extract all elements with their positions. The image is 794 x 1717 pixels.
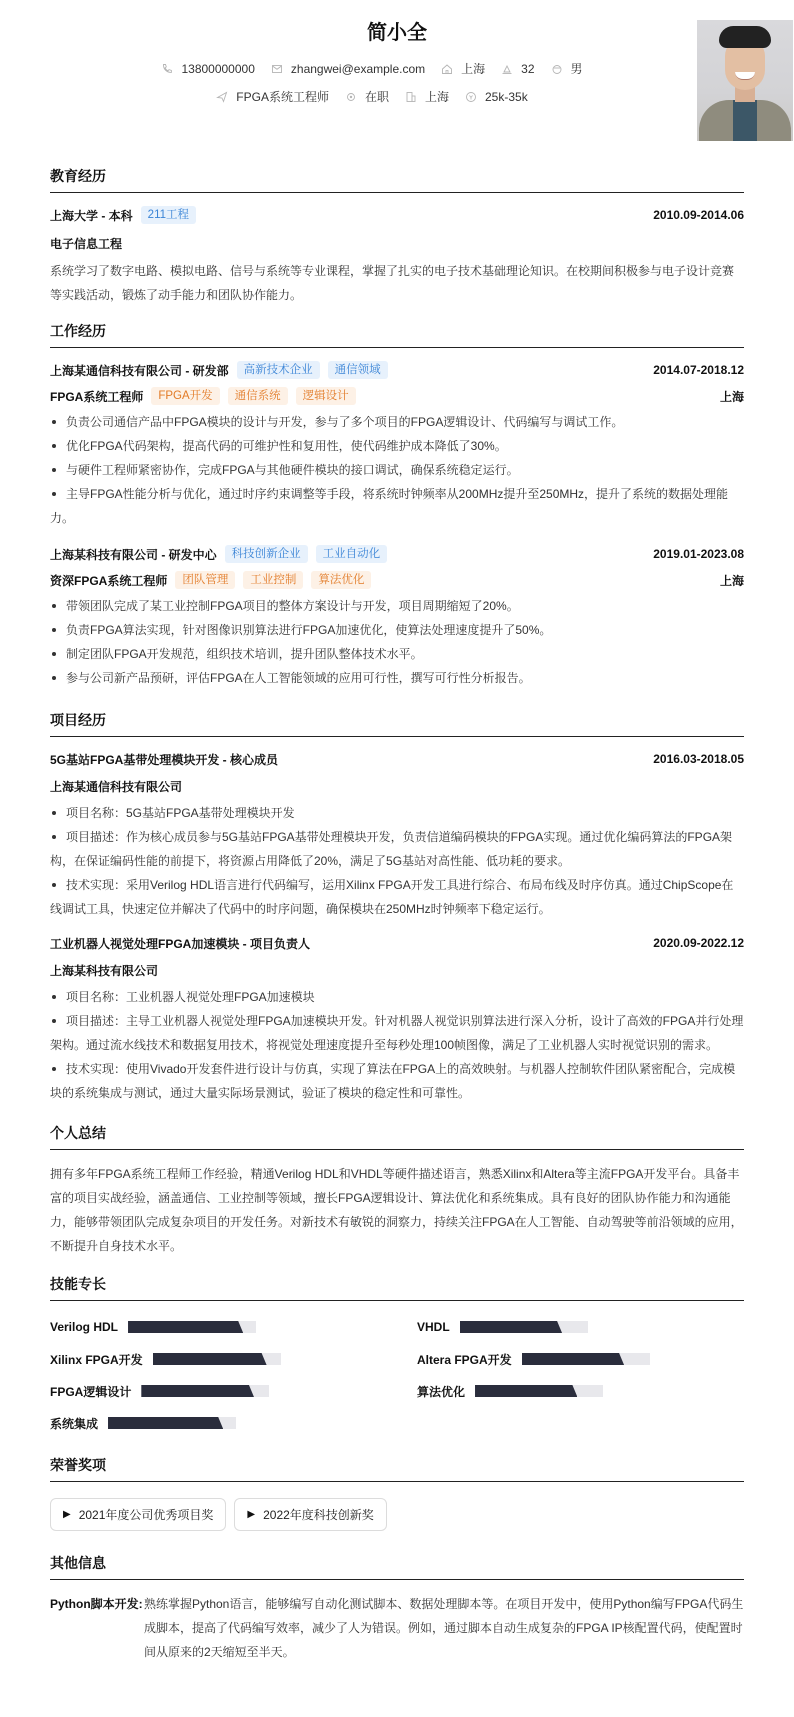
- summary-text: 拥有多年FPGA系统工程师工作经验，精通Verilog HDL和VHDL等硬件描述语言，熟悉Xilinx和Altera等主流FPGA开发平台。具备丰富的项目实战经验，涵盖通信、工业控制等领域，擅长FPGA逻辑设计、算法优化和系统集成。具有良好的团队协作能力和沟通能力，能够带领团队完成复杂项目的开发任务。对新技术有敏锐的洞察力，持续关注FPGA在人工智能、自动驾驶等前沿领域的应用，不断提升自身技术水平。: [50, 1167, 743, 1253]
- skill-bar: [475, 1385, 603, 1397]
- bullet-item: 项目名称：5G基站FPGA基带处理模块开发: [50, 801, 744, 825]
- role-tag: 通信系统: [228, 387, 288, 405]
- contact-phone: 13800000000: [161, 62, 254, 76]
- job-role: FPGA系统工程师: [50, 389, 144, 404]
- section-title: 项目经历: [50, 710, 744, 737]
- contact-age: 32: [501, 62, 534, 76]
- work-item: [50, 360, 744, 530]
- section-title: 教育经历: [50, 166, 744, 193]
- major: 电子信息工程: [50, 237, 123, 251]
- company-tag: 科技创新企业: [225, 545, 308, 563]
- work-location: 上海: [719, 573, 744, 588]
- education-section: [50, 166, 744, 307]
- company-tag: 高新技术企业: [237, 361, 320, 379]
- skill-item: [417, 1317, 744, 1337]
- skill-name: Verilog HDL: [50, 1320, 119, 1334]
- company-name: 上海某通信科技有限公司 - 研发部: [50, 363, 229, 378]
- work-date: 2014.07-2018.12: [653, 363, 744, 377]
- award-chip: ▶ 2022年度科技创新奖: [234, 1498, 386, 1531]
- other-section: [50, 1553, 744, 1664]
- projects-section: [50, 710, 744, 1105]
- job-role: 资深FPGA系统工程师: [50, 573, 168, 588]
- skill-bar: [522, 1353, 650, 1365]
- skill-item: [417, 1349, 744, 1369]
- bullet-item: 主导FPGA性能分析与优化，通过时序约束调整等手段，将系统时钟频率从200MHz提升至250MHz，提升了系统的数据处理能力。: [50, 482, 744, 530]
- status-icon: [345, 91, 357, 103]
- bullet-item: 参与公司新产品预研，评估FPGA在人工智能领域的应用可行性，撰写可行性分析报告。: [50, 666, 744, 690]
- work-item: [50, 544, 744, 690]
- skill-item: [417, 1381, 744, 1401]
- project-date: 2020.09-2022.12: [653, 936, 744, 950]
- contact-gender: 男: [551, 60, 583, 77]
- skill-bar-fill: [522, 1353, 624, 1365]
- company-tag: 工业自动化: [316, 545, 388, 563]
- skills-grid: [50, 1317, 744, 1433]
- job-intent-row: [50, 88, 744, 105]
- skill-name: 系统集成: [50, 1416, 99, 1431]
- awards-list: [50, 1498, 744, 1531]
- project-name: 5G基站FPGA基带处理模块开发 - 核心成员: [50, 752, 279, 767]
- intent-position: FPGA系统工程师: [216, 88, 329, 105]
- skill-name: VHDL: [417, 1320, 450, 1334]
- skill-bar-fill: [141, 1385, 254, 1397]
- home-icon: [441, 63, 453, 75]
- project-bullets: [50, 801, 744, 921]
- school-name: 上海大学 - 本科: [50, 208, 133, 223]
- company-tag: 通信领域: [328, 361, 388, 379]
- skill-name: Xilinx FPGA开发: [50, 1352, 143, 1367]
- intent-status: 在职: [345, 88, 389, 105]
- project-company: 上海某科技有限公司: [50, 964, 159, 978]
- skill-bar-fill: [475, 1385, 577, 1397]
- project-bullets: [50, 985, 744, 1105]
- role-tag: 工业控制: [243, 571, 303, 589]
- skill-bar: [141, 1385, 269, 1397]
- intent-city: 上海: [405, 88, 449, 105]
- contact-email: zhangwei@example.com: [271, 62, 425, 76]
- role-tag: 逻辑设计: [296, 387, 356, 405]
- candidate-name: 简小全: [367, 22, 427, 44]
- school-tag: 211工程: [141, 206, 196, 224]
- education-header: [50, 205, 744, 225]
- award-chip: ▶ 2021年度公司优秀项目奖: [50, 1498, 226, 1531]
- building-icon: [405, 91, 417, 103]
- work-date: 2019.01-2023.08: [653, 547, 744, 561]
- work-bullets: [50, 594, 744, 690]
- skill-bar: [460, 1321, 588, 1333]
- bullet-item: 项目描述：主导工业机器人视觉处理FPGA加速模块开发。针对机器人视觉识别算法进行深入分析，设计了高效的FPGA并行处理架构。通过流水线技术和数据复用技术，将视觉处理速度提升至每秒处理100帧图像，满足了工业机器人实时视觉识别的需求。: [50, 1009, 744, 1057]
- summary-section: [50, 1123, 744, 1258]
- skill-bar-fill: [153, 1353, 267, 1365]
- skill-bar: [128, 1321, 256, 1333]
- role-tag: FPGA开发: [151, 387, 219, 405]
- role-tag: 算法优化: [311, 571, 371, 589]
- role-tag: 团队管理: [175, 571, 235, 589]
- bullet-item: 与硬件工程师紧密协作，完成FPGA与其他硬件模块的接口调试，确保系统稳定运行。: [50, 458, 744, 482]
- other-label: Python脚本开发:: [50, 1597, 143, 1611]
- bullet-item: 技术实现：采用Verilog HDL语言进行代码编写，运用Xilinx FPGA开发工具进行综合、布局布线及时序仿真。通过ChipScope在线调试工具，快速定位并解决了代码中的时序问题，确保模块在250MHz时钟频率下稳定运行。: [50, 873, 744, 921]
- section-title: 技能专长: [50, 1274, 744, 1301]
- project-date: 2016.03-2018.05: [653, 752, 744, 766]
- contact-residence: 上海: [441, 60, 485, 77]
- education-date: 2010.09-2014.06: [653, 208, 744, 222]
- bullet-item: 优化FPGA代码架构，提高代码的可维护性和复用性，使代码维护成本降低了30%。: [50, 434, 744, 458]
- section-title: 个人总结: [50, 1123, 744, 1150]
- age-icon: [501, 63, 513, 75]
- awards-section: [50, 1455, 744, 1531]
- project-item: [50, 749, 744, 921]
- work-location: 上海: [719, 389, 744, 404]
- bullet-item: 技术实现：使用Vivado开发套件进行设计与仿真，实现了算法在FPGA上的高效映射。与机器人控制软件团队紧密配合，完成模块的系统集成与测试，通过大量实际场景测试，验证了模块的稳定性和可靠性。: [50, 1057, 744, 1105]
- contact-row: [50, 60, 744, 77]
- work-bullets: [50, 410, 744, 530]
- gender-icon: [551, 63, 563, 75]
- skill-item: [50, 1317, 377, 1337]
- skill-bar: [153, 1353, 281, 1365]
- bullet-item: 制定团队FPGA开发规范，组织技术培训，提升团队整体技术水平。: [50, 642, 744, 666]
- section-title: 荣誉奖项: [50, 1455, 744, 1482]
- skill-item: [50, 1413, 377, 1433]
- project-item: [50, 933, 744, 1105]
- skill-item: [50, 1381, 377, 1401]
- triangle-right-icon: ▶: [63, 1509, 71, 1520]
- bullet-item: 带领团队完成了某工业控制FPGA项目的整体方案设计与开发，项目周期缩短了20%。: [50, 594, 744, 618]
- skill-name: 算法优化: [417, 1384, 466, 1399]
- work-section: [50, 321, 744, 690]
- section-title: 其他信息: [50, 1553, 744, 1580]
- skill-item: [50, 1349, 377, 1369]
- other-item: [50, 1592, 744, 1664]
- skills-section: [50, 1274, 744, 1433]
- project-company: 上海某通信科技有限公司: [50, 780, 183, 794]
- send-icon: [216, 91, 228, 103]
- project-name: 工业机器人视觉处理FPGA加速模块 - 项目负责人: [50, 936, 310, 951]
- salary-icon: [465, 91, 477, 103]
- bullet-item: 项目名称：工业机器人视觉处理FPGA加速模块: [50, 985, 744, 1009]
- phone-icon: [161, 63, 173, 75]
- profile-photo: [697, 20, 793, 141]
- triangle-right-icon: ▶: [247, 1509, 256, 1520]
- skill-name: FPGA逻辑设计: [50, 1384, 132, 1399]
- skill-bar: [108, 1417, 236, 1429]
- bullet-item: 项目描述：作为核心成员参与5G基站FPGA基带处理模块开发，负责信道编码模块的FPGA实现。通过优化编码算法的FPGA架构，在保证编码性能的前提下，将资源占用降低了20%，满足了5G基站对高性能、低功耗的要求。: [50, 825, 744, 873]
- resume-header: [50, 0, 744, 150]
- skill-bar-fill: [128, 1321, 243, 1333]
- mail-icon: [271, 63, 283, 75]
- intent-salary: 25k-35k: [465, 90, 528, 104]
- skill-name: Altera FPGA开发: [417, 1352, 512, 1367]
- bullet-item: 负责公司通信产品中FPGA模块的设计与开发，参与了多个项目的FPGA逻辑设计、代码编写与调试工作。: [50, 410, 744, 434]
- skill-bar-fill: [460, 1321, 562, 1333]
- company-name: 上海某科技有限公司 - 研发中心: [50, 547, 217, 562]
- education-description: 系统学习了数字电路、模拟电路、信号与系统等专业课程，掌握了扎实的电子技术基础理论知识。在校期间积极参与电子设计竞赛 等实践活动，锻炼了动手能力和团队协作能力。: [50, 264, 735, 302]
- skill-bar-fill: [108, 1417, 223, 1429]
- other-text: 熟练掌握Python语言，能够编写自动化测试脚本、数据处理脚本等。在项目开发中，使用Python编写FPGA代码生成脚本，提高了代码编写效率，减少了人为错误。例如，通过脚本自动生成复杂的FPGA IP核配置代码，使配置时间从原来的2天缩短至半天。: [144, 1597, 744, 1659]
- section-title: 工作经历: [50, 321, 744, 348]
- bullet-item: 负责FPGA算法实现，针对图像识别算法进行FPGA加速优化，使算法处理速度提升了50%。: [50, 618, 744, 642]
